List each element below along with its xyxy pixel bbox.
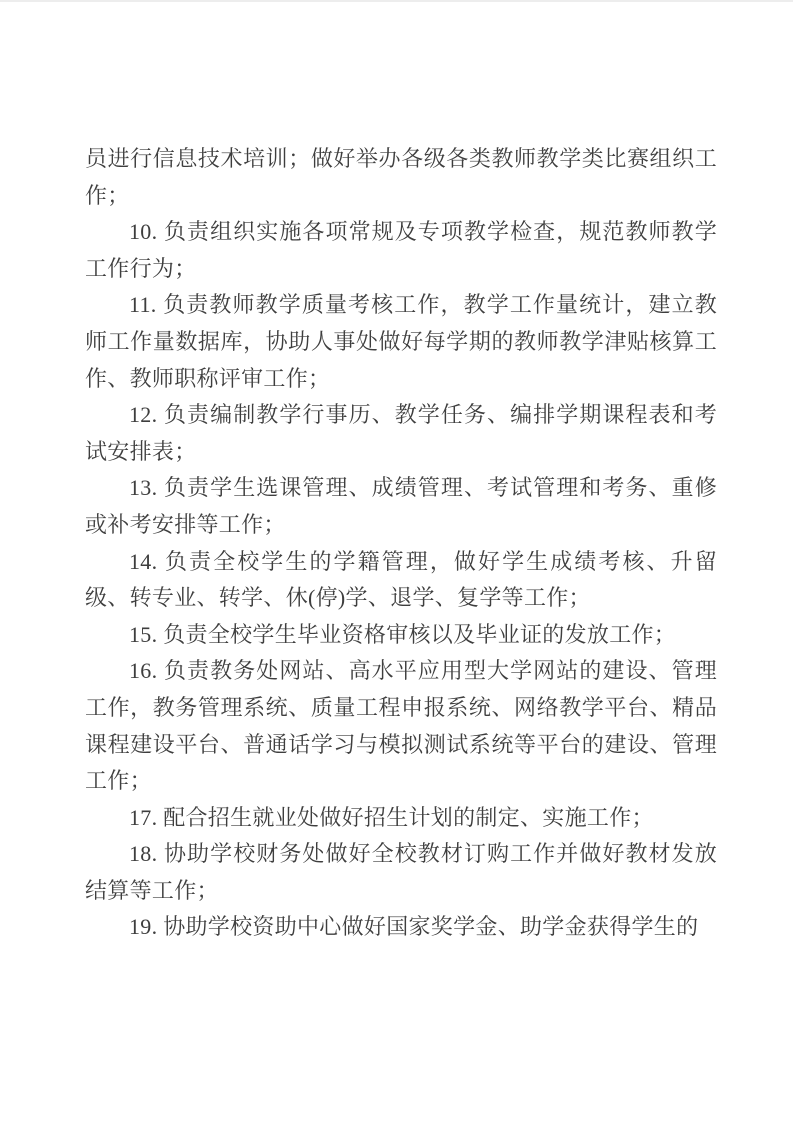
paragraph-item-17: 17. 配合招生就业处做好招生计划的制定、实施工作；	[129, 804, 654, 830]
paragraph-item-12: 12. 负责编制教学行事历、教学任务、编排学期课程表和考试安排表；	[85, 402, 717, 464]
paragraph-item-10: 10. 负责组织实施各项常规及专项教学检查，规范教师教学工作行为；	[85, 219, 717, 281]
paragraph-item-16: 16. 负责教务处网站、高水平应用型大学网站的建设、管理工作，教务管理系统、质量工程申报系统、网络教学平台、精品课程建设平台、普通话学习与模拟测试系统等平台的建设、管理工作；	[85, 658, 717, 794]
page-top-edge	[0, 0, 793, 2]
paragraph-item-15: 15. 负责全校学生毕业资格审核以及毕业证的发放工作；	[129, 621, 677, 647]
document-body	[85, 141, 717, 946]
paragraph-item-14: 14. 负责全校学生的学籍管理，做好学生成绩考核、升留级、转专业、转学、休(停)学、退学、复学等工作；	[85, 548, 717, 611]
paragraph-item-11: 11. 负责教师教学质量考核工作，教学工作量统计，建立教师工作量数据库，协助人事处做好每学期的教师教学津贴核算工作、教师职称评审工作；	[85, 292, 717, 391]
paragraph-item-19: 19. 协助学校资助中心做好国家奖学金、助学金获得学生的	[129, 914, 699, 940]
paragraph-continuation: 员进行信息技术培训；做好举办各级各类教师教学类比赛组织工作；	[85, 146, 717, 208]
paragraph-item-18: 18. 协助学校财务处做好全校教材订购工作并做好教材发放结算等工作；	[85, 841, 717, 903]
paragraph-item-13: 13. 负责学生选课管理、成绩管理、考试管理和考务、重修或补考安排等工作；	[85, 475, 717, 537]
